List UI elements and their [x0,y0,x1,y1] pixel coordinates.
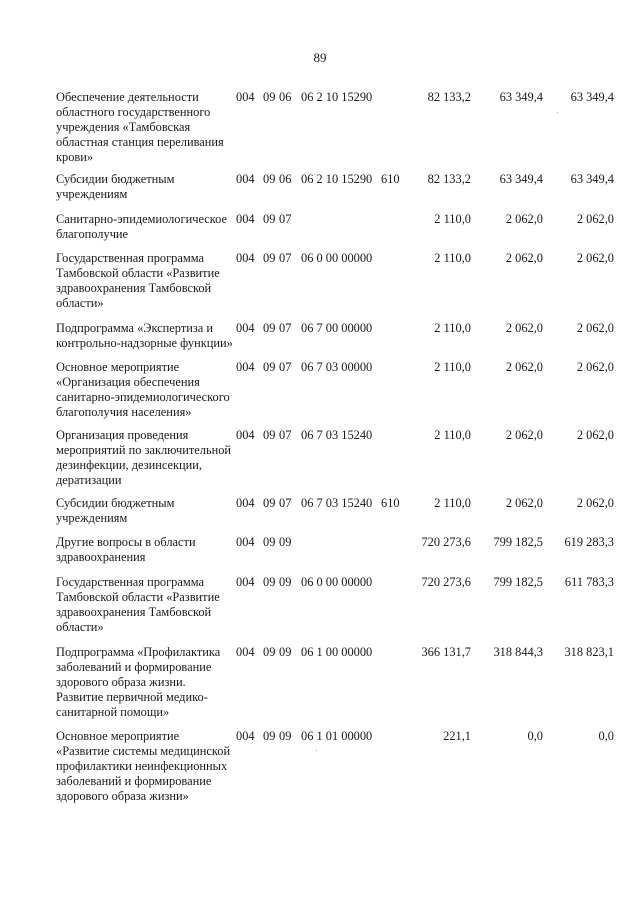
amount-year-3: 619 283,3 [564,535,614,549]
amount-year-2: 2 062,0 [505,496,543,510]
subsection-code: 06 [279,90,292,104]
amount-year-1: 82 133,2 [427,90,471,104]
amount-year-1: 2 110,0 [434,360,471,374]
section-code: 09 [263,212,276,226]
amount-year-2: 63 349,4 [499,172,543,186]
section-code: 09 [263,535,276,549]
amount-year-1: 221,1 [443,729,471,743]
table-row [0,251,640,311]
table-row [0,360,640,420]
budget-table [0,88,640,804]
subsection-code: 07 [279,496,292,510]
amount-year-2: 2 062,0 [505,212,543,226]
subsection-code: 07 [279,428,292,442]
subsection-code: 07 [279,321,292,335]
expense-type-code: 610 [381,172,400,186]
row-name: Другие вопросы в области здравоохранения [56,535,196,564]
ved-code: 004 [236,251,255,265]
amount-year-3: 2 062,0 [576,428,614,442]
amount-year-1: 2 110,0 [434,428,471,442]
amount-year-2: 799 182,5 [493,575,543,589]
row-name: Основное мероприятие «Организация обеспечения санитарно-эпидемиологического благополучия населения» [56,360,230,419]
row-name: Подпрограмма «Экспертиза и контрольно-надзорные функции» [56,321,233,350]
amount-year-3: 2 062,0 [576,321,614,335]
scan-speck [557,112,558,113]
table-row [0,535,640,565]
section-code: 09 [263,172,276,186]
amount-year-3: 2 062,0 [576,212,614,226]
target-article-code: 06 2 10 15290 [301,172,373,186]
table-row [0,321,640,351]
section-code: 09 [263,360,276,374]
target-article-code: 06 7 03 00000 [301,360,373,374]
amount-year-1: 720 273,6 [421,535,471,549]
amount-year-1: 2 110,0 [434,212,471,226]
section-code: 09 [263,645,276,659]
amount-year-2: 2 062,0 [505,251,543,265]
table-row [0,90,640,165]
amount-year-3: 63 349,4 [570,90,614,104]
ved-code: 004 [236,90,255,104]
row-name: Санитарно-эпидемиологическое благополучие [56,212,227,241]
section-code: 09 [263,90,276,104]
ved-code: 004 [236,575,255,589]
amount-year-3: 611 783,3 [564,575,614,589]
amount-year-1: 720 273,6 [421,575,471,589]
ved-code: 004 [236,535,255,549]
target-article-code: 06 1 01 00000 [301,729,373,743]
target-article-code: 06 1 00 00000 [301,645,373,659]
ved-code: 004 [236,428,255,442]
amount-year-1: 2 110,0 [434,321,471,335]
amount-year-2: 318 844,3 [493,645,543,659]
amount-year-2: 0,0 [527,729,543,743]
section-code: 09 [263,251,276,265]
amount-year-2: 2 062,0 [505,428,543,442]
amount-year-3: 2 062,0 [576,496,614,510]
table-row [0,575,640,635]
amount-year-2: 2 062,0 [505,321,543,335]
section-code: 09 [263,428,276,442]
ved-code: 004 [236,360,255,374]
subsection-code: 06 [279,172,292,186]
target-article-code: 06 7 00 00000 [301,321,373,335]
table-row [0,172,640,202]
section-code: 09 [263,575,276,589]
row-name: Государственная программа Тамбовской области «Развитие здравоохранения Тамбовской области» [56,575,220,634]
ved-code: 004 [236,172,255,186]
table-row [0,729,640,804]
amount-year-2: 799 182,5 [493,535,543,549]
subsection-code: 09 [279,645,292,659]
amount-year-3: 2 062,0 [576,251,614,265]
amount-year-1: 82 133,2 [427,172,471,186]
target-article-code: 06 0 00 00000 [301,251,373,265]
section-code: 09 [263,496,276,510]
amount-year-1: 2 110,0 [434,251,471,265]
section-code: 09 [263,729,276,743]
subsection-code: 07 [279,360,292,374]
ved-code: 004 [236,496,255,510]
row-name: Основное мероприятие «Развитие системы медицинской профилактики неинфекционных заболеваний и формирование здорового образа жизни» [56,729,231,803]
ved-code: 004 [236,645,255,659]
ved-code: 004 [236,321,255,335]
amount-year-1: 366 131,7 [421,645,471,659]
row-name: Субсидии бюджетным учреждениям [56,172,175,201]
amount-year-1: 2 110,0 [434,496,471,510]
expense-type-code: 610 [381,496,400,510]
amount-year-3: 63 349,4 [570,172,614,186]
ved-code: 004 [236,212,255,226]
row-name: Субсидии бюджетным учреждениям [56,496,175,525]
row-name: Обеспечение деятельности областного государственного учреждения «Тамбовская областная станция переливания крови» [56,90,224,164]
table-row [0,496,640,526]
target-article-code: 06 7 03 15240 [301,428,373,442]
subsection-code: 07 [279,251,292,265]
page-number: 89 [313,50,327,65]
amount-year-2: 2 062,0 [505,360,543,374]
amount-year-3: 0,0 [598,729,614,743]
table-row [0,645,640,720]
amount-year-3: 318 823,1 [564,645,614,659]
section-code: 09 [263,321,276,335]
target-article-code: 06 0 00 00000 [301,575,373,589]
subsection-code: 09 [279,729,292,743]
subsection-code: 09 [279,535,292,549]
target-article-code: 06 2 10 15290 [301,90,373,104]
row-name: Государственная программа Тамбовской области «Развитие здравоохранения Тамбовской области» [56,251,220,310]
ved-code: 004 [236,729,255,743]
amount-year-3: 2 062,0 [576,360,614,374]
row-name: Подпрограмма «Профилактика заболеваний и формирование здорового образа жизни. Развитие первичной медико-санитарной помощи» [56,645,221,719]
target-article-code: 06 7 03 15240 [301,496,373,510]
table-row [0,212,640,242]
amount-year-2: 63 349,4 [499,90,543,104]
subsection-code: 09 [279,575,292,589]
table-row [0,428,640,488]
scan-speck [316,750,317,751]
row-name: Организация проведения мероприятий по заключительной дезинфекции, дезинсекции, дератизации [56,428,232,487]
subsection-code: 07 [279,212,292,226]
